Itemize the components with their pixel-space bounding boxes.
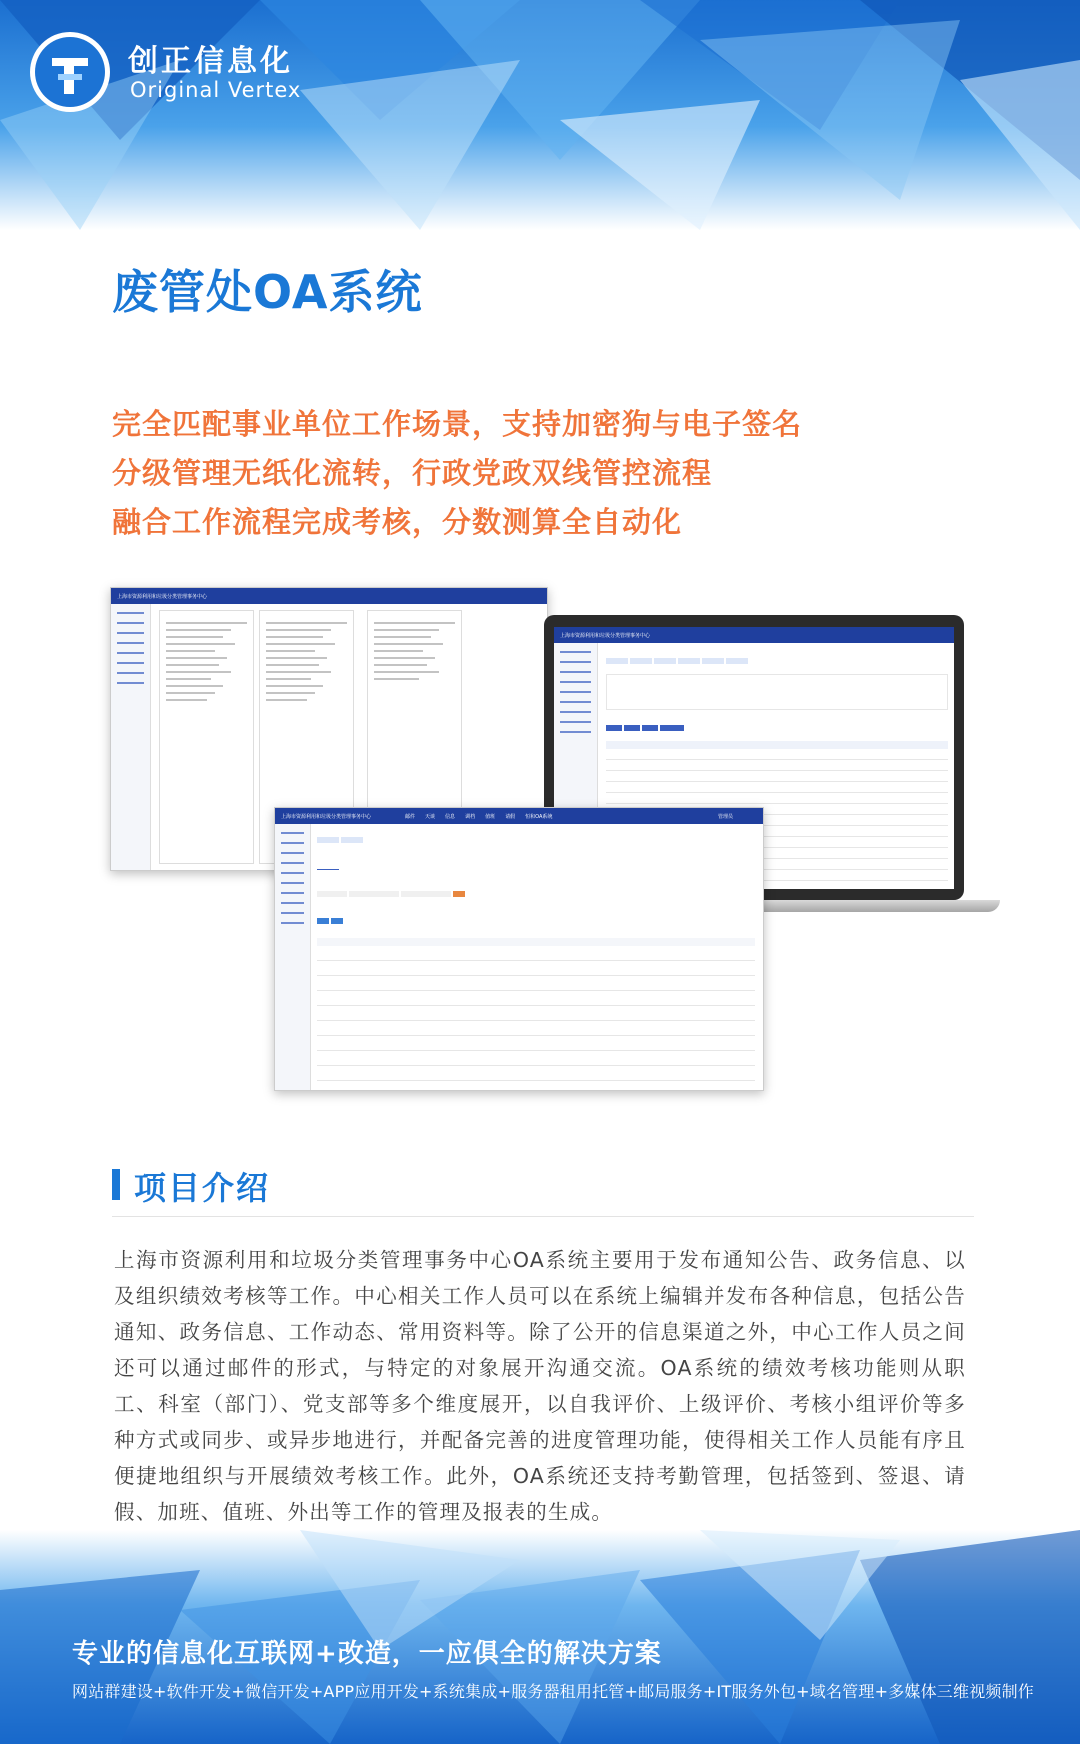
brand-logo bbox=[28, 30, 112, 114]
header-banner bbox=[0, 0, 1080, 230]
brand-name-cn: 创正信息化 bbox=[128, 44, 293, 79]
system-screenshots bbox=[110, 585, 1020, 1105]
window-titlebar bbox=[111, 588, 547, 604]
nav-archive[interactable]: 调档 bbox=[465, 813, 476, 820]
nav-leave[interactable]: 请假 bbox=[505, 813, 516, 820]
feature-line-2: 分级管理无纸化流转，行政党政双线管控流程 bbox=[112, 456, 713, 490]
screenshot-assessment bbox=[274, 807, 764, 1091]
nav-chat[interactable]: 天谈 bbox=[425, 813, 436, 820]
window-title: 上海市资源利用和垃圾分类管理事务中心 bbox=[117, 593, 208, 600]
page-title: 废管处OA系统 bbox=[112, 265, 423, 319]
nav-mail[interactable]: 邮件 bbox=[405, 813, 416, 820]
nav-oa[interactable]: 恒和OA系统 bbox=[525, 813, 553, 820]
brand-name-en: Original Vertex bbox=[130, 78, 302, 102]
laptop-titlebar bbox=[554, 627, 954, 643]
feature-line-3: 融合工作流程完成考核，分数测算全自动化 bbox=[112, 505, 683, 539]
window-sidebar bbox=[111, 604, 151, 870]
logo-icon bbox=[28, 30, 112, 114]
laptop-window-title: 上海市资源利用和垃圾分类管理事务中心 bbox=[560, 632, 651, 639]
project-intro-text: 上海市资源利用和垃圾分类管理事务中心OA系统主要用于发布通知公告、政务信息、以及组织绩效考核等工作。中心相关工作人员可以在系统上编辑并发布各种信息，包括公告通知、政务信息、工作动态、常用资料等。除了公开的信息渠道之外，中心工作人员之间还可以通过邮件的形式，与特定的对象展开沟通交流。OA系统的绩效考核功能则从职工、科室（部门）、党支部等多个维度展开，以自我评价、上级评价、考核小组评价等多种方式或同步、或异步地进行，并配备完善的进度管理功能，使得相关工作人员能有序且便捷地组织与开展绩效考核工作。此外，OA系统还支持考勤管理，包括签到、签退、请假、加班、值班、外出等工作的管理及报表的生成。 bbox=[114, 1248, 966, 1524]
tree-panel-1 bbox=[159, 610, 254, 864]
section-title-bar bbox=[112, 1169, 120, 1200]
footer-slogan: 专业的信息化互联网+改造，一应俱全的解决方案 bbox=[72, 1639, 662, 1669]
section-title: 项目介绍 bbox=[134, 1169, 271, 1207]
front-titlebar bbox=[275, 808, 763, 824]
feature-line-1: 完全匹配事业单位工作场景，支持加密狗与电子签名 bbox=[112, 407, 803, 441]
section-divider bbox=[112, 1216, 974, 1217]
user-label[interactable]: 管理员 bbox=[717, 813, 733, 820]
nav-duty[interactable]: 值班 bbox=[485, 813, 496, 820]
front-window-title: 上海市资源利用和垃圾分类管理事务中心 bbox=[281, 813, 372, 820]
header-polygon-art bbox=[0, 0, 1080, 230]
footer-services: 网站群建设+软件开发+微信开发+APP应用开发+系统集成+服务器租用托管+邮局服务+IT服务外包+域名管理+多媒体三维视频制作 bbox=[72, 1682, 1034, 1701]
nav-info[interactable]: 信息 bbox=[445, 813, 456, 820]
